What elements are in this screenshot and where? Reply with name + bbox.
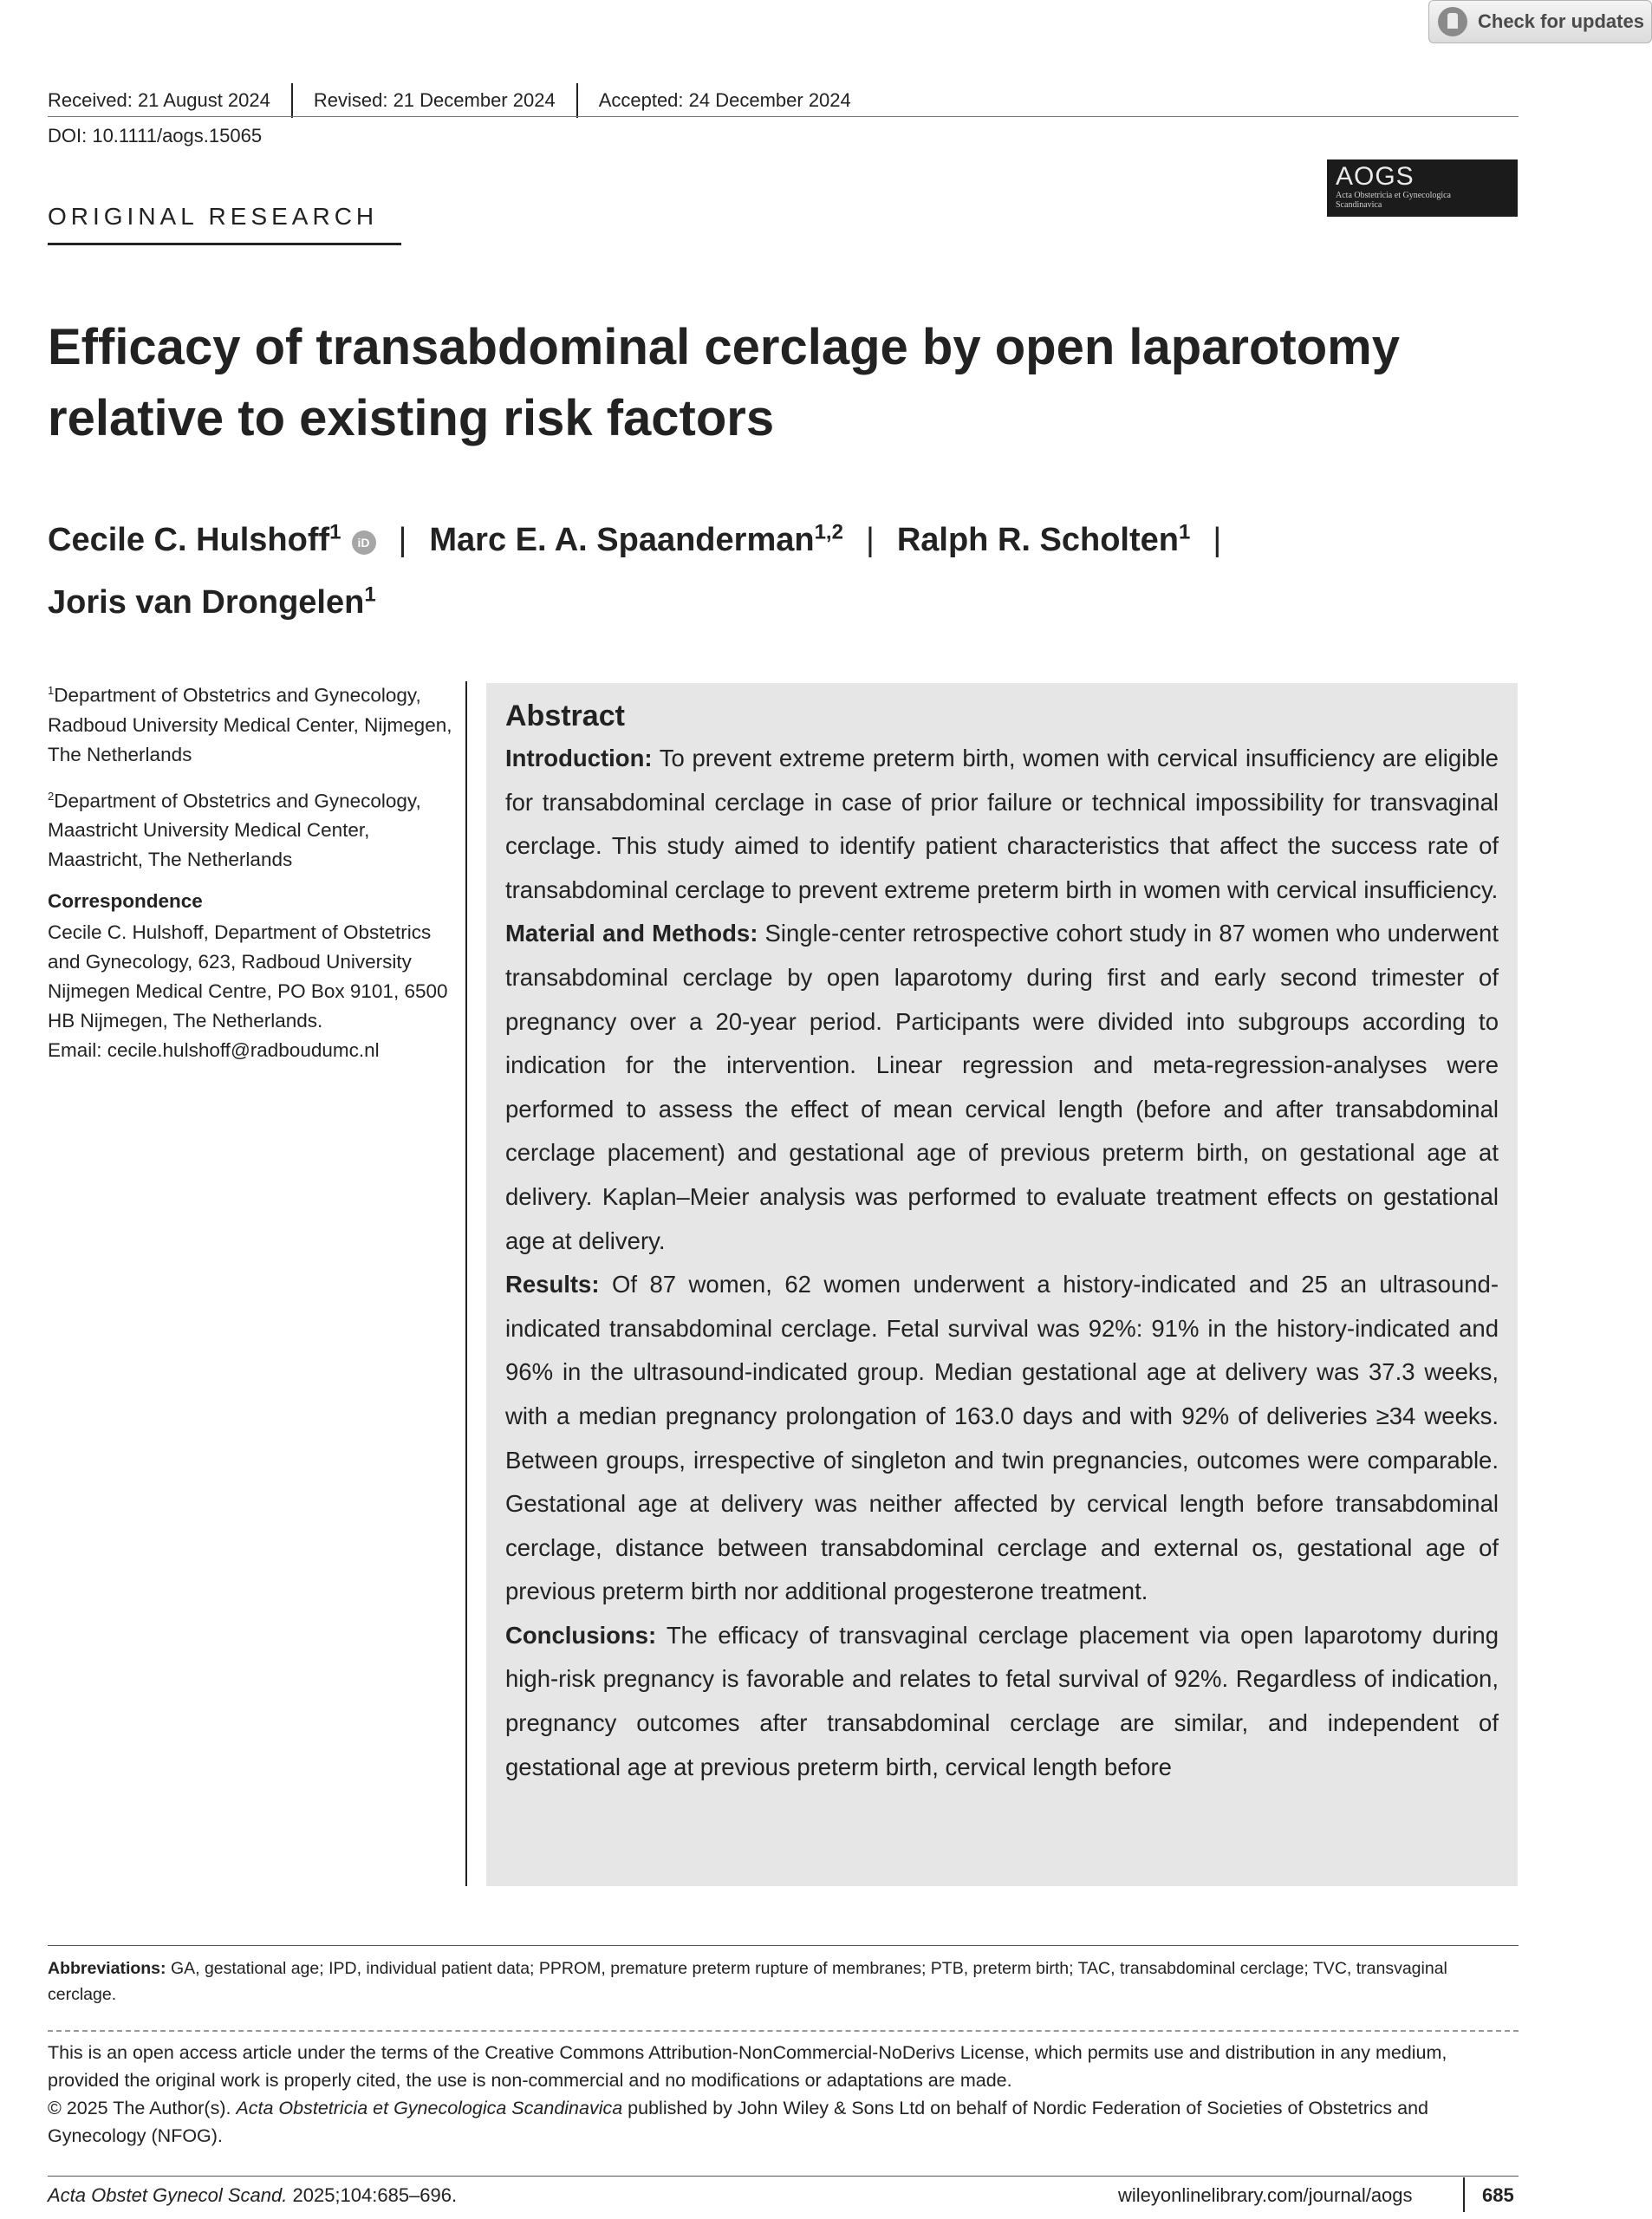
author-separator: |	[1213, 521, 1222, 558]
footer-url[interactable]: wileyonlinelibrary.com/journal/aogs	[1118, 2184, 1413, 2206]
abstract-body	[505, 737, 1499, 1789]
article-title: Efficacy of transabdominal cerclage by open laparotomy relative to existing risk factors	[48, 319, 1400, 446]
abstract-results: Results: Of 87 women, 62 women underwent a history-indicated and 25 an ultrasound-indicated transabdominal cerclage. Fetal survival was 92%: 91% in the history-indicated and 96% in the ultrasound-indicated group. Median gestational age at delivery was 37.3 weeks, with a median pregnancy prolongation of 163.0 days and with 92% of deliveries ≥34 weeks. Between groups, irrespective of singleton and twin pregnancies, outcomes were comparable. Gestational age at delivery was neither affected by cervical length before transabdominal cerclage, distance between transabdominal cerclage and external os, gestational age of previous preterm birth nor additional progesterone treatment.	[505, 1271, 1499, 1605]
revised-date: Revised: 21 December 2024	[313, 89, 556, 111]
abstract-methods: Material and Methods: Single-center retrospective cohort study in 87 women who underwent transabdominal cerclage by open laparotomy during first and early second trimester of pregnancy over a 20-year period. Participants were divided into subgroups according to indication for the intervention. Linear regression and meta-regression-analyses were performed to assess the effect of mean cervical length (before and after transabdominal cerclage placement) and gestational age of previous preterm birth, on gestational age at delivery. Kaplan–Meier analysis was performed to evaluate treatment effects on gestational age at delivery.	[505, 920, 1499, 1254]
journal-logo	[1327, 159, 1518, 217]
author-list	[48, 504, 1348, 630]
check-for-updates-label: Check for updates	[1478, 10, 1644, 32]
affiliation: $^1$Department of Obstetrics and Gynecology, Radboud University Medical Center, Nijmegen, The Netherlands	[48, 684, 452, 765]
accepted-date: Accepted: 24 December 2024	[598, 89, 851, 111]
author[interactable]: Ralph R. Scholten$^1$	[896, 520, 1191, 558]
author[interactable]: Marc E. A. Spaanderman$^{1,2}$	[429, 520, 843, 558]
dashed-divider	[48, 2030, 1519, 2032]
section-label: ORIGINAL RESEARCH	[48, 203, 379, 230]
copyright-text: © 2025 The Author(s). Acta Obstetricia et Gynecologica Scandinavica published by John Wiley & Sons Ltd on behalf of Nordic Federation of Societies of Obstetrics and Gynecology (NFOG).	[48, 2098, 1428, 2146]
license-text: This is an open access article under the terms of the Creative Commons Attribution-NonCommercial-NoDerivs License, which permits use and distribution in any medium, provided the original work is properly cited, the use is non-commercial and no modifications or adaptations are made.	[48, 2042, 1447, 2091]
correspondence-email[interactable]: Email: cecile.hulshoff@radboudumc.nl	[48, 1039, 380, 1061]
column-rule	[465, 681, 467, 1886]
doi[interactable]: DOI: 10.1111/aogs.15065	[48, 125, 263, 146]
footer-rule	[48, 2176, 1519, 2177]
section-rule	[48, 243, 401, 245]
abstract-heading: Abstract	[505, 700, 625, 732]
logo-text: AOGS	[1336, 162, 1415, 191]
header-rule	[48, 116, 1519, 117]
abstract-box	[486, 683, 1518, 1886]
correspondence-text: Cecile C. Hulshoff, Department of Obstetrics and Gynecology, 623, Radboud University Nijmegen Medical Centre, PO Box 9101, 6500 HB Nijmegen, The Netherlands. Email: cecile.hulshoff@radboudumc.nl	[48, 921, 448, 1061]
check-for-updates-button[interactable]	[1428, 0, 1652, 43]
author-separator: |	[398, 521, 407, 558]
affiliation: $^2$Department of Obstetrics and Gynecology, Maastricht University Medical Center, Maastricht, The Netherlands	[48, 789, 421, 870]
abbreviations: Abbreviations: GA, gestational age; IPD, individual patient data; PPROM, premature preterm rupture of membranes; PTB, preterm birth; TAC, transabdominal cerclage; TVC, transvaginal cerclage.	[48, 1959, 1447, 2004]
logo-subtitle: Acta Obstetricia et Gynecologica	[1336, 191, 1451, 200]
bookmark-icon	[1438, 7, 1467, 36]
abbreviations-rule	[48, 1945, 1519, 1946]
footer-divider	[1463, 2177, 1465, 2212]
correspondence-heading: Correspondence	[48, 890, 203, 912]
author[interactable]: Cecile C. Hulshoff$^1$	[48, 520, 341, 558]
author-separator: |	[865, 521, 875, 558]
license-note	[48, 2039, 1512, 2150]
abstract-conclusions: Conclusions: The efficacy of transvaginal cerclage placement via open laparotomy during high-risk pregnancy is favorable and relates to fetal survival of 92%. Regardless of indication, pregnancy outcomes after transabdominal cerclage are similar, and independent of gestational age at previous preterm birth, cervical length before	[505, 1621, 1499, 1780]
page-number: 685	[1482, 2184, 1514, 2206]
affiliations	[48, 676, 455, 1077]
orcid-icon[interactable]: iD	[352, 530, 376, 555]
received-date: Received: 21 August 2024	[48, 89, 270, 111]
logo-subtitle: Scandinavica	[1336, 200, 1382, 210]
abstract-introduction: Introduction: To prevent extreme preterm birth, women with cervical insufficiency are eligible for transabdominal cerclage in case of prior failure or technical impossibility for transvaginal cerclage. This study aimed to identify patient characteristics that affect the success rate of transabdominal cerclage to prevent extreme preterm birth in women with cervical insufficiency.	[505, 745, 1499, 903]
article-dates	[48, 83, 872, 118]
author[interactable]: Joris van Drongelen$^1$	[48, 582, 376, 621]
footer-citation: Acta Obstet Gynecol Scand. 2025;104:685–696.	[48, 2184, 458, 2206]
